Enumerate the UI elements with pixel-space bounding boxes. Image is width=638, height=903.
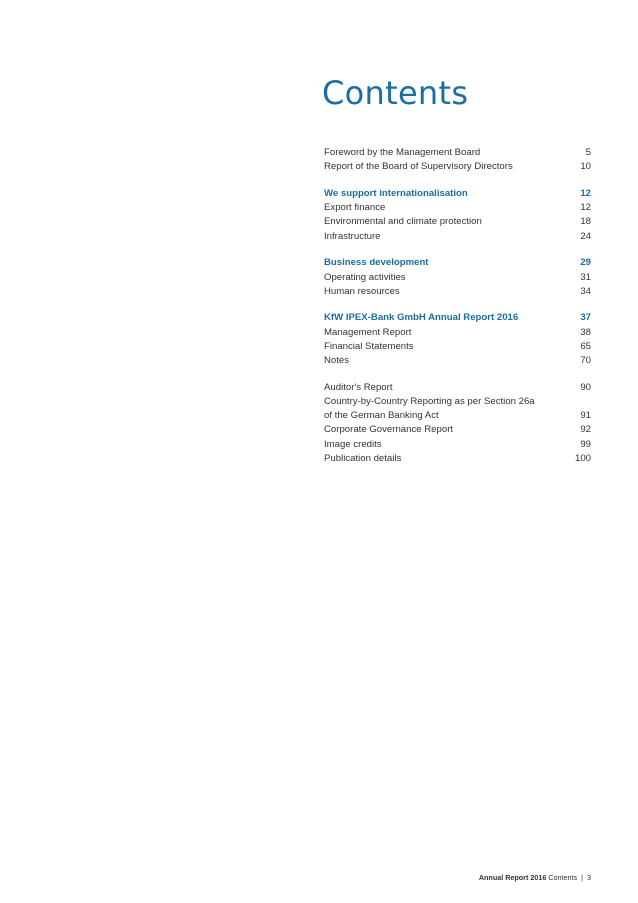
toc-entry[interactable]: [324, 452, 591, 466]
page-title: Contents: [322, 74, 469, 112]
toc-entry[interactable]: [324, 395, 591, 409]
toc-entry-label: Auditor's Report: [324, 381, 393, 393]
page-footer: [479, 873, 591, 882]
toc-entry[interactable]: [324, 215, 591, 229]
toc-entry-label: Report of the Board of Supervisory Directors: [324, 161, 513, 173]
toc-section-heading[interactable]: [324, 311, 591, 325]
toc-entry-label: of the German Banking Act: [324, 410, 439, 422]
toc-entry-label: Corporate Governance Report: [324, 424, 454, 436]
toc-entry[interactable]: [324, 146, 591, 160]
toc-entry-page: 70: [580, 355, 591, 367]
footer-page-number: 3: [587, 873, 591, 882]
toc-section-heading[interactable]: [324, 256, 591, 270]
footer-separator: |: [581, 873, 583, 882]
toc-section-heading[interactable]: [324, 187, 591, 201]
toc-entry-page: 5: [585, 147, 591, 158]
toc-entry-page: 37: [580, 312, 591, 324]
toc-entry-page: 92: [580, 424, 591, 436]
toc-spacer: [324, 174, 591, 187]
toc-spacer: [324, 368, 591, 381]
toc-entry[interactable]: [324, 423, 591, 437]
toc-entry[interactable]: [324, 271, 591, 285]
toc-entry-page: 12: [580, 202, 591, 214]
toc-entry-page: 24: [580, 230, 591, 242]
toc-entry[interactable]: [324, 381, 591, 395]
footer-report-title: Annual Report 2016: [478, 873, 547, 882]
toc-entry[interactable]: [324, 409, 591, 423]
toc-entry-label: Operating activities: [324, 271, 406, 283]
toc-entry[interactable]: [324, 160, 591, 174]
toc-entry-label: Notes: [324, 355, 350, 367]
toc-entry[interactable]: [324, 285, 591, 299]
toc-entry-page: 31: [580, 271, 591, 283]
table-of-contents: [324, 146, 591, 466]
toc-entry[interactable]: [324, 326, 591, 340]
toc-entry-page: 18: [580, 216, 591, 228]
toc-entry-label: Publication details: [324, 452, 402, 464]
toc-entry-page: 10: [580, 161, 591, 173]
toc-entry[interactable]: [324, 438, 591, 452]
toc-spacer: [324, 244, 591, 257]
toc-entry-label: Foreword by the Management Board: [324, 147, 481, 158]
toc-entry[interactable]: [324, 354, 591, 368]
toc-entry-label: Image credits: [324, 438, 382, 450]
toc-entry-page: 91: [580, 410, 591, 422]
toc-entry[interactable]: [324, 201, 591, 215]
toc-entry-label: KfW IPEX-Bank GmbH Annual Report 2016: [324, 312, 519, 324]
toc-entry-page: 34: [580, 285, 591, 297]
toc-entry-label: Export finance: [324, 202, 386, 214]
toc-entry-page: 90: [580, 381, 591, 393]
toc-entry-label: Management Report: [324, 326, 412, 338]
footer-section: Contents: [548, 873, 578, 882]
toc-entry-page: 38: [580, 326, 591, 338]
toc-entry-page: 99: [580, 438, 591, 450]
toc-entry-page: 65: [580, 340, 591, 352]
toc-entry-page: 12: [580, 187, 591, 199]
toc-entry-label: Business development: [324, 257, 429, 269]
toc-entry-label: Infrastructure: [324, 230, 381, 242]
toc-entry-page: 29: [580, 257, 591, 269]
toc-entry-label: Human resources: [324, 285, 400, 297]
toc-entry-label: Environmental and climate protection: [324, 216, 482, 228]
toc-entry-page: 100: [574, 452, 591, 464]
toc-spacer: [324, 299, 591, 312]
toc-entry[interactable]: [324, 230, 591, 244]
toc-entry-label: Financial Statements: [324, 340, 414, 352]
toc-entry-label: We support internationalisation: [324, 187, 468, 199]
toc-entry-label: Country-by-Country Reporting as per Section 26a: [324, 396, 535, 407]
toc-entry[interactable]: [324, 340, 591, 354]
